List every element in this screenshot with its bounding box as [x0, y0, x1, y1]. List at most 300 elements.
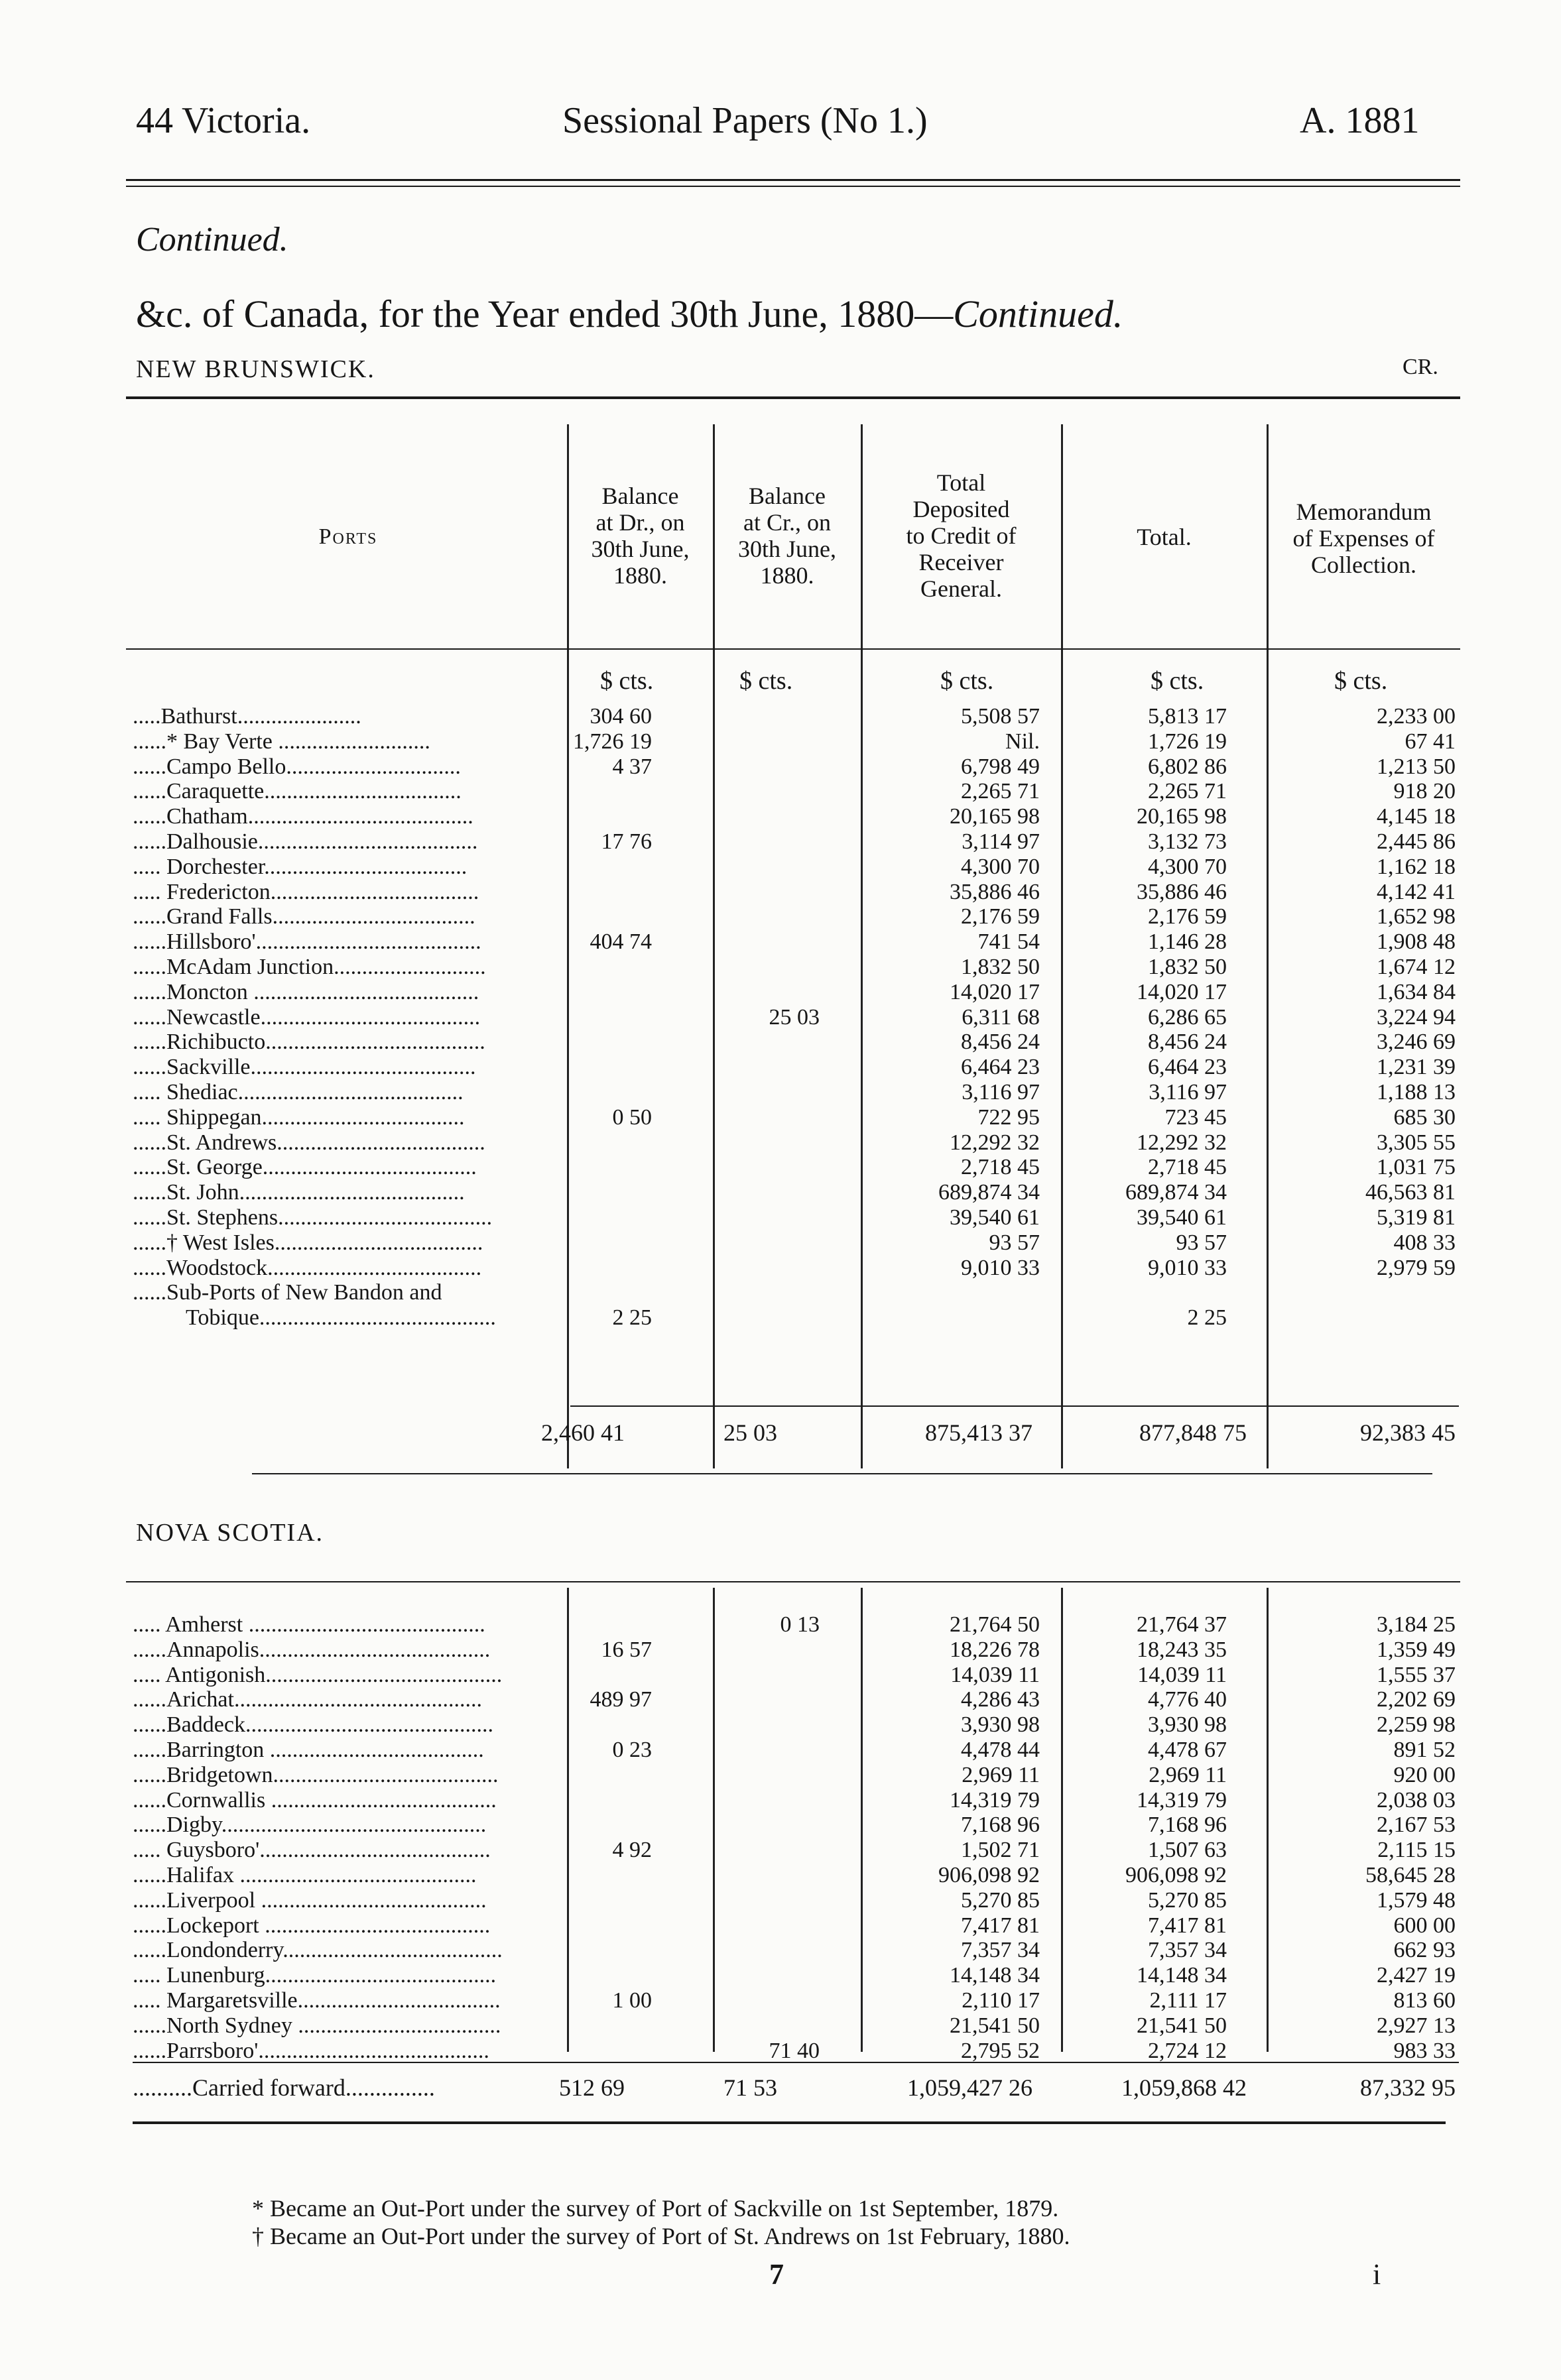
balance-dr-cell — [567, 1230, 713, 1256]
port-name-cell: ..... Fredericton..................................... — [133, 879, 479, 904]
units-cr: $ cts. — [739, 667, 793, 695]
table-row — [133, 1687, 1459, 1712]
table-row — [133, 1763, 1459, 1788]
balance-cr-cell — [713, 779, 861, 804]
balance-dr-cell — [567, 804, 713, 829]
port-name-cell: ......Parrsboro'......................................... — [133, 2038, 489, 2063]
port-name-cell: ......† West Isles..................................... — [133, 1230, 483, 1255]
port-name-cell: ......Annapolis......................................... — [133, 1637, 491, 1662]
table-row — [133, 955, 1459, 980]
balance-cr-cell — [713, 980, 861, 1005]
balance-dr-cell — [567, 1005, 713, 1030]
port-name-cell: ..... Dorchester.................................... — [133, 854, 468, 879]
port-name-cell: ......Richibucto....................................... — [133, 1030, 485, 1055]
total-cell: 3,930 98 — [1148, 1712, 1227, 1738]
table-row — [133, 1180, 1459, 1205]
port-name-cell: Tobique.......................................... — [186, 1305, 496, 1331]
total-cell: 2 25 — [1187, 1305, 1227, 1331]
memo-l2: of Expenses of — [1292, 525, 1435, 552]
total-cell: 93 57 — [1176, 1230, 1227, 1255]
balance-dr-cell — [567, 1788, 713, 1813]
total-cell: 14,039 11 — [1137, 1662, 1227, 1687]
balance-dr-cell: 404 74 — [590, 929, 652, 955]
header-rule-2 — [126, 186, 1460, 187]
total-cell: 906,098 92 — [1125, 1862, 1227, 1887]
memorandum-cell: 58,645 28 — [1365, 1862, 1456, 1887]
footnote-2: † Became an Out-Port under the survey of Port of St. Andrews on 1st February, 1880. — [252, 2223, 1070, 2249]
memorandum-cell: 662 93 — [1393, 1938, 1456, 1963]
deposited-cell: 1,502 71 — [961, 1838, 1040, 1863]
deposited-cell: 3,114 97 — [962, 829, 1040, 854]
total-cell: 3,132 73 — [1148, 829, 1227, 854]
ns-top-rule — [126, 1581, 1460, 1582]
table-row — [133, 1205, 1459, 1230]
dep-l2: Deposited — [912, 496, 1010, 522]
memorandum-cell: 1,031 75 — [1377, 1155, 1456, 1180]
balance-dr-cell: 0 50 — [612, 1104, 652, 1130]
bal-dr-l1: Balance — [601, 483, 679, 509]
memorandum-cell: 2,038 03 — [1377, 1787, 1456, 1813]
continued-label: Continued. — [136, 221, 288, 259]
balance-dr-cell — [567, 1763, 713, 1788]
deposited-cell: 6,798 49 — [961, 754, 1040, 779]
bal-dr-l3: 30th June, — [591, 536, 690, 562]
balance-cr-cell — [713, 829, 861, 855]
table-row — [133, 1663, 1459, 1688]
port-name-cell: ......Sub-Ports of New Bandon and — [133, 1280, 442, 1305]
total-cell: 2,111 17 — [1149, 1988, 1227, 2013]
memorandum-cell: 3,246 69 — [1377, 1030, 1456, 1055]
table-row — [133, 1155, 1459, 1180]
cr-label: CR. — [1403, 355, 1438, 379]
total-cell: 20,165 98 — [1137, 804, 1227, 829]
memorandum-cell: 2,167 53 — [1377, 1813, 1456, 1838]
units-memo: $ cts. — [1334, 667, 1388, 695]
ns-total-cr: 71 53 — [723, 2074, 777, 2101]
balance-cr-cell — [713, 1888, 861, 1913]
memorandum-cell: 3,184 25 — [1377, 1612, 1456, 1637]
deposited-cell: 18,226 78 — [950, 1637, 1040, 1662]
deposited-cell: 4,300 70 — [961, 854, 1040, 879]
port-name-cell: ......McAdam Junction........................... — [133, 954, 486, 979]
deposited-cell: 14,319 79 — [950, 1787, 1040, 1813]
memorandum-cell: 4,142 41 — [1377, 879, 1456, 904]
deposited-cell: 21,764 50 — [950, 1612, 1040, 1637]
balance-dr-cell: 0 23 — [612, 1737, 652, 1762]
balance-cr-cell — [713, 1838, 861, 1863]
bal-cr-l2: at Cr., on — [743, 509, 831, 536]
ns-total-rule — [133, 2062, 1459, 2063]
total-cell: 2,265 71 — [1148, 779, 1227, 804]
total-cell: 6,802 86 — [1148, 754, 1227, 779]
balance-dr-cell — [567, 955, 713, 980]
balance-cr-cell — [713, 1738, 861, 1763]
nb-total-tot: 877,848 75 — [1139, 1419, 1247, 1446]
deposited-cell: 12,292 32 — [950, 1130, 1040, 1155]
balance-cr-cell — [713, 1080, 861, 1105]
title-continued: Continued. — [953, 292, 1123, 335]
deposited-cell: 2,176 59 — [961, 904, 1040, 929]
total-cell: 18,243 35 — [1137, 1637, 1227, 1662]
balance-cr-cell — [713, 1205, 861, 1230]
balance-dr-cell — [567, 1712, 713, 1738]
deposited-cell: 7,168 96 — [961, 1813, 1040, 1838]
table-row — [133, 1105, 1459, 1130]
memorandum-cell: 1,231 39 — [1377, 1055, 1456, 1080]
port-name-cell: ......Sackville........................................ — [133, 1055, 476, 1080]
total-cell: 1,146 28 — [1148, 929, 1227, 955]
balance-cr-cell — [713, 1105, 861, 1130]
table-row — [133, 1080, 1459, 1105]
deposited-cell: 7,357 34 — [961, 1938, 1040, 1963]
balance-cr-cell — [713, 1305, 861, 1331]
table-row — [133, 1938, 1459, 1963]
balance-cr-cell: 0 13 — [780, 1612, 820, 1637]
balance-dr-cell — [567, 1813, 713, 1838]
balance-dr-cell — [567, 1888, 713, 1913]
table-row — [133, 1637, 1459, 1663]
ns-total-dep: 1,059,427 26 — [907, 2074, 1032, 2101]
deposited-cell: 21,541 50 — [950, 2013, 1040, 2038]
table-row — [133, 1612, 1459, 1637]
total-cell: 2,724 12 — [1148, 2038, 1227, 2063]
port-name-cell: ......Caraquette................................... — [133, 779, 462, 804]
deposited-cell: Nil. — [1005, 729, 1040, 754]
deposited-cell — [861, 1280, 1061, 1305]
memorandum-cell: 2,115 15 — [1377, 1838, 1456, 1863]
table-row — [133, 1055, 1459, 1080]
balance-dr-cell: 489 97 — [590, 1687, 652, 1712]
balance-cr-cell: 25 03 — [769, 1004, 820, 1030]
memorandum-cell: 2,259 98 — [1377, 1712, 1456, 1738]
port-name-cell: ......Bridgetown........................................ — [133, 1762, 499, 1787]
balance-dr-cell: 2 25 — [612, 1305, 652, 1331]
col-header-ports: Ports — [318, 524, 378, 549]
table-row — [133, 1130, 1459, 1156]
port-name-cell: ..... Guysboro'......................................... — [133, 1838, 491, 1863]
table-row — [133, 704, 1459, 729]
total-cell: 14,020 17 — [1137, 979, 1227, 1004]
memorandum-cell: 891 52 — [1393, 1737, 1456, 1762]
total-cell: 7,357 34 — [1148, 1938, 1227, 1963]
table-row — [133, 1788, 1459, 1813]
deposited-cell: 3,930 98 — [961, 1712, 1040, 1738]
bal-dr-l2: at Dr., on — [595, 509, 685, 536]
total-cell: 5,813 17 — [1148, 704, 1227, 729]
header-bottom-rule — [126, 648, 1460, 650]
ns-carried-forward: ..........Carried forward............... — [133, 2074, 435, 2101]
deposited-cell — [861, 1305, 1061, 1331]
deposited-cell: 6,464 23 — [961, 1055, 1040, 1080]
memorandum-cell: 983 33 — [1393, 2038, 1456, 2063]
balance-dr-cell — [567, 2013, 713, 2039]
total-cell: 35,886 46 — [1137, 879, 1227, 904]
nb-total-memo: 92,383 45 — [1360, 1419, 1456, 1446]
memo-l3: Collection. — [1311, 552, 1416, 578]
balance-dr-cell — [567, 1938, 713, 1963]
memorandum-cell: 2,427 19 — [1377, 1963, 1456, 1988]
memorandum-cell: 1,634 84 — [1377, 979, 1456, 1004]
units-dep: $ cts. — [940, 667, 994, 695]
port-name-cell: ..... Lunenburg......................................... — [133, 1963, 497, 1988]
total-cell: 689,874 34 — [1125, 1180, 1227, 1205]
new-brunswick-table — [133, 704, 1459, 1331]
deposited-cell: 722 95 — [977, 1104, 1040, 1130]
table-row — [133, 1838, 1459, 1863]
balance-cr-cell — [713, 1687, 861, 1712]
total-cell: 2,176 59 — [1148, 904, 1227, 929]
balance-dr-cell — [567, 1963, 713, 1988]
total-cell: 9,010 33 — [1148, 1255, 1227, 1280]
balance-cr-cell — [713, 1788, 861, 1813]
table-row — [133, 929, 1459, 955]
port-name-cell: ......Lockeport ........................................ — [133, 1913, 491, 1938]
total-cell: 39,540 61 — [1137, 1205, 1227, 1230]
balance-dr-cell — [567, 1663, 713, 1688]
port-name-cell: ......Arichat............................................ — [133, 1687, 482, 1712]
col-header-balance-dr — [569, 483, 712, 589]
memorandum-cell: 1,579 48 — [1377, 1887, 1456, 1913]
deposited-cell: 1,832 50 — [961, 954, 1040, 979]
units-dr: $ cts. — [600, 667, 654, 695]
total-cell: 3,116 97 — [1149, 1079, 1227, 1104]
table-row — [133, 1280, 1459, 1305]
balance-dr-cell — [567, 1055, 713, 1080]
balance-dr-cell — [567, 1030, 713, 1055]
balance-cr-cell — [713, 1988, 861, 2013]
total-cell: 2,969 11 — [1149, 1762, 1227, 1787]
deposited-cell: 2,795 52 — [961, 2038, 1040, 2063]
total-cell: 1,832 50 — [1148, 954, 1227, 979]
nb-end-rule — [252, 1473, 1432, 1474]
col-header-total: Total. — [1137, 524, 1192, 550]
ns-total-memo: 87,332 95 — [1360, 2074, 1456, 2101]
memorandum-cell: 67 41 — [1405, 729, 1456, 754]
balance-cr-cell — [713, 729, 861, 754]
memorandum-cell: 46,563 81 — [1365, 1180, 1456, 1205]
balance-cr-cell — [713, 2013, 861, 2039]
port-name-cell: ......Hillsboro'........................................ — [133, 929, 481, 955]
balance-dr-cell: 1,726 19 — [573, 729, 652, 754]
memorandum-cell: 3,224 94 — [1377, 1004, 1456, 1030]
balance-dr-cell — [567, 904, 713, 929]
memorandum-cell: 918 20 — [1393, 779, 1456, 804]
port-name-cell: .....Bathurst...................... — [133, 704, 361, 729]
header-year: A. 1881 — [1300, 100, 1420, 141]
total-cell: 8,456 24 — [1148, 1030, 1227, 1055]
total-cell: 4,776 40 — [1148, 1687, 1227, 1712]
deposited-cell: 7,417 81 — [961, 1913, 1040, 1938]
balance-cr-cell — [713, 1637, 861, 1663]
title-main: &c. of Canada, for the Year ended 30th June, 1880— — [136, 292, 954, 335]
deposited-cell: 2,969 11 — [962, 1762, 1040, 1787]
section-nova-scotia: NOVA SCOTIA. — [136, 1519, 324, 1547]
balance-cr-cell — [713, 1938, 861, 1963]
memorandum-cell: 3,305 55 — [1377, 1130, 1456, 1155]
deposited-cell: 2,110 17 — [962, 1988, 1040, 2013]
table-row — [133, 880, 1459, 905]
memorandum-cell: 2,445 86 — [1377, 829, 1456, 854]
page-number: 7 — [769, 2258, 784, 2291]
port-name-cell: ......Liverpool ........................................ — [133, 1887, 487, 1913]
port-name-cell: ......* Bay Verte ........................... — [133, 729, 430, 754]
table-row — [133, 1256, 1459, 1281]
port-name-cell: ......Newcastle....................................... — [133, 1004, 481, 1030]
col-header-memorandum — [1269, 499, 1459, 578]
port-name-cell: ......Digby............................................... — [133, 1813, 487, 1838]
total-cell: 723 45 — [1164, 1104, 1227, 1130]
memorandum-cell: 2,233 00 — [1377, 704, 1456, 729]
deposited-cell: 906,098 92 — [938, 1862, 1040, 1887]
port-name-cell: ......Barrington ...................................... — [133, 1737, 484, 1762]
memorandum-cell: 920 00 — [1393, 1762, 1456, 1787]
table-row — [133, 855, 1459, 880]
footnote-1: * Became an Out-Port under the survey of Port of Sackville on 1st September, 1879. — [252, 2195, 1059, 2222]
total-cell: 21,541 50 — [1137, 2013, 1227, 2038]
table-row — [133, 1230, 1459, 1256]
port-name-cell: ..... Amherst .......................................... — [133, 1612, 485, 1637]
table-row — [133, 1738, 1459, 1763]
ns-total-dr: 512 69 — [559, 2074, 625, 2101]
section-new-brunswick: NEW BRUNSWICK. — [136, 355, 375, 383]
balance-cr-cell — [713, 1256, 861, 1281]
deposited-cell: 741 54 — [977, 929, 1040, 955]
memorandum-cell — [1267, 1305, 1459, 1331]
balance-cr-cell — [713, 754, 861, 780]
nova-scotia-table — [133, 1612, 1459, 2063]
memorandum-cell: 1,908 48 — [1377, 929, 1456, 955]
total-cell: 6,464 23 — [1148, 1055, 1227, 1080]
table-top-rule — [126, 396, 1460, 399]
table-row — [133, 1305, 1459, 1331]
header-rule — [126, 179, 1460, 181]
port-name-cell: ..... Shediac........................................ — [133, 1079, 464, 1104]
table-row — [133, 804, 1459, 829]
port-name-cell: ......Dalhousie....................................... — [133, 829, 478, 854]
memorandum-cell: 2,979 59 — [1377, 1255, 1456, 1280]
balance-dr-cell: 1 00 — [612, 1988, 652, 2013]
table-row — [133, 1712, 1459, 1738]
memorandum-cell: 1,162 18 — [1377, 854, 1456, 879]
dep-l4: Receiver — [918, 549, 1004, 575]
memorandum-cell: 1,213 50 — [1377, 754, 1456, 779]
header-papers: Sessional Papers (No 1.) — [562, 100, 928, 141]
deposited-cell: 93 57 — [989, 1230, 1040, 1255]
header-session: 44 Victoria. — [136, 100, 311, 141]
deposited-cell: 4,478 44 — [961, 1737, 1040, 1762]
table-row — [133, 1963, 1459, 1988]
balance-cr-cell — [713, 955, 861, 980]
total-cell: 21,764 37 — [1137, 1612, 1227, 1637]
memo-l1: Memorandum — [1296, 499, 1432, 525]
balance-dr-cell — [567, 880, 713, 905]
balance-dr-cell: 4 92 — [612, 1838, 652, 1863]
table-row — [133, 1813, 1459, 1838]
nb-total-dep: 875,413 37 — [925, 1419, 1032, 1446]
table-row — [133, 829, 1459, 855]
port-name-cell: ......North Sydney .................................... — [133, 2013, 501, 2038]
ns-total-tot: 1,059,868 42 — [1121, 2074, 1247, 2101]
dep-l1: Total — [936, 469, 986, 496]
table-row — [133, 754, 1459, 780]
balance-dr-cell — [567, 779, 713, 804]
col-header-balance-cr — [715, 483, 859, 589]
table-row — [133, 1005, 1459, 1030]
balance-cr-cell — [713, 1663, 861, 1688]
page-title — [136, 292, 1123, 336]
balance-dr-cell: 17 76 — [601, 829, 652, 854]
balance-dr-cell — [567, 1863, 713, 1888]
deposited-cell: 14,039 11 — [950, 1662, 1040, 1687]
port-name-cell: ......Woodstock...................................... — [133, 1255, 482, 1280]
balance-dr-cell — [567, 2039, 713, 2064]
bal-dr-l4: 1880. — [613, 562, 667, 589]
total-cell: 5,270 85 — [1148, 1887, 1227, 1913]
memorandum-cell: 1,555 37 — [1377, 1662, 1456, 1687]
memorandum-cell: 2,927 13 — [1377, 2013, 1456, 2038]
port-name-cell: ......Halifax .......................................... — [133, 1862, 477, 1887]
table-row — [133, 904, 1459, 929]
bal-cr-l1: Balance — [749, 483, 826, 509]
table-row — [133, 1988, 1459, 2013]
balance-dr-cell — [567, 1612, 713, 1637]
balance-dr-cell — [567, 1155, 713, 1180]
nb-total-dr: 2,460 41 — [541, 1419, 625, 1446]
port-name-cell: ......Chatham........................................ — [133, 804, 473, 829]
balance-cr-cell — [713, 880, 861, 905]
total-cell — [1061, 1280, 1267, 1305]
balance-cr-cell — [713, 1712, 861, 1738]
memorandum-cell — [1267, 1280, 1459, 1305]
deposited-cell: 8,456 24 — [961, 1030, 1040, 1055]
table-row — [133, 980, 1459, 1005]
deposited-cell: 689,874 34 — [938, 1180, 1040, 1205]
total-cell: 14,148 34 — [1137, 1963, 1227, 1988]
total-cell: 1,726 19 — [1148, 729, 1227, 754]
deposited-cell: 5,270 85 — [961, 1887, 1040, 1913]
balance-cr-cell — [713, 1863, 861, 1888]
balance-cr-cell — [713, 1963, 861, 1988]
deposited-cell: 5,508 57 — [961, 704, 1040, 729]
table-row — [133, 1888, 1459, 1913]
port-name-cell: ......St. Andrews..................................... — [133, 1130, 485, 1155]
deposited-cell: 14,020 17 — [950, 979, 1040, 1004]
balance-cr-cell — [713, 704, 861, 729]
deposited-cell: 35,886 46 — [950, 879, 1040, 904]
deposited-cell: 2,265 71 — [961, 779, 1040, 804]
balance-cr-cell — [713, 1913, 861, 1938]
port-name-cell: ..... Antigonish.......................................... — [133, 1662, 503, 1687]
memorandum-cell: 1,652 98 — [1377, 904, 1456, 929]
table-row — [133, 779, 1459, 804]
deposited-cell: 6,311 68 — [962, 1004, 1040, 1030]
balance-cr-cell — [713, 1763, 861, 1788]
port-name-cell: ......St. Stephens...................................... — [133, 1205, 493, 1230]
port-name-cell: ......St. George...................................... — [133, 1155, 477, 1180]
dep-l5: General. — [920, 575, 1002, 602]
balance-cr-cell — [713, 804, 861, 829]
deposited-cell: 9,010 33 — [961, 1255, 1040, 1280]
total-cell: 4,300 70 — [1148, 854, 1227, 879]
balance-dr-cell — [567, 1080, 713, 1105]
nb-total-rule — [570, 1405, 1459, 1407]
port-name-cell: ......Moncton ........................................ — [133, 979, 479, 1004]
memorandum-cell: 408 33 — [1393, 1230, 1456, 1255]
total-cell: 7,168 96 — [1148, 1813, 1227, 1838]
table-row — [133, 2013, 1459, 2039]
total-cell: 2,718 45 — [1148, 1155, 1227, 1180]
balance-cr-cell — [713, 1280, 861, 1305]
